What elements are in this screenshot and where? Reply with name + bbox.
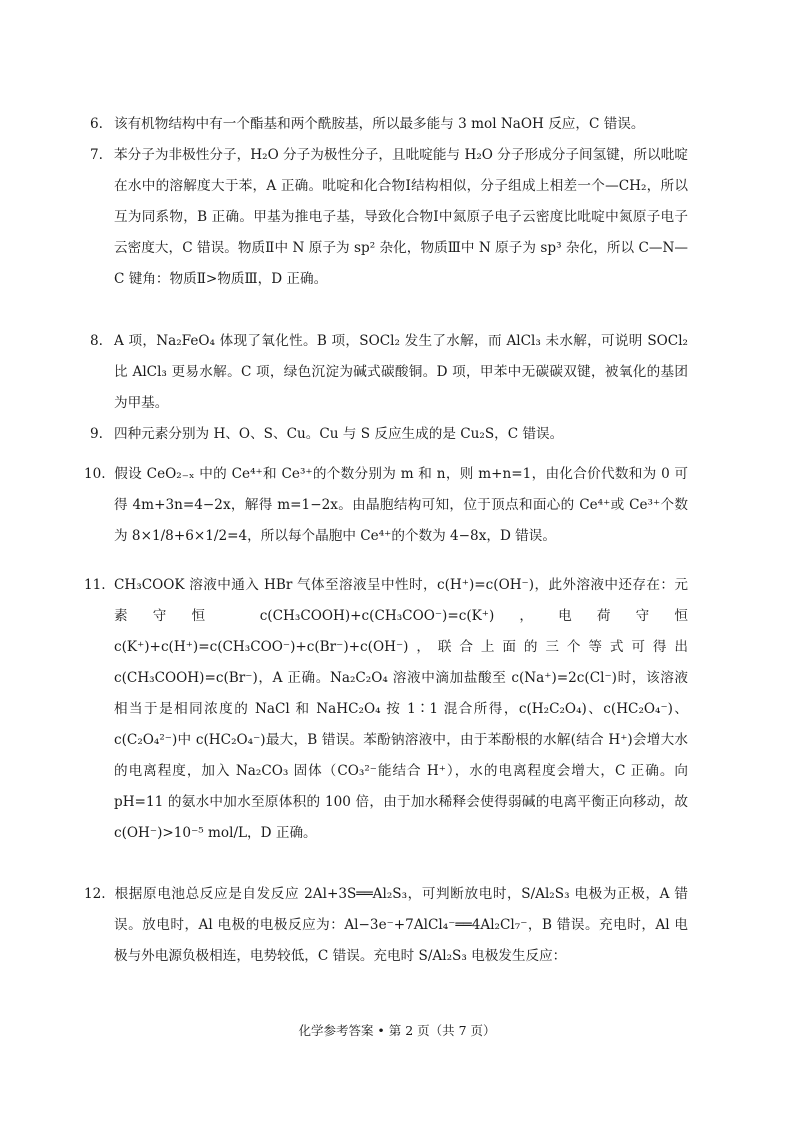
answer-item-11 bbox=[84, 570, 688, 849]
item-text: 假设 CeO₂₋ₓ 中的 Ce⁴⁺和 Ce³⁺的个数分别为 m 和 n，则 m+n=1，由化合价代数和为 0 可得 4m+3n=4−2x，解得 m=1−2x。由晶胞结构可知，位于顶点和面心的 Ce⁴⁺或 Ce³⁺个数为 8×1/8+6×1/2=4，所以每个晶胞中 Ce⁴⁺的个数为 4−8x，D 错误。 bbox=[114, 466, 688, 544]
item-number: 12. bbox=[84, 886, 106, 902]
item-text: CH₃COOK 溶液中通入 HBr 气体至溶液呈中性时，c(H⁺)=c(OH⁻)，此外溶液中还存在：元素守恒 c(CH₃COOH)+c(CH₃COO⁻)=c(K⁺)，电荷守恒 c(K⁺)+c(H⁺)=c(CH₃COO⁻)+c(Br⁻)+c(OH⁻)，联合上面的三个等式可得出 c(CH₃COOH)=c(Br⁻)，A 正确。Na₂C₂O₄ 溶液中滴加盐酸至 c(Na⁺)=2c(Cl⁻)时，该溶液相当于是相同浓度的 NaCl 和 NaHC₂O₄ 按 1∶1 混合所得，c(H₂C₂O₄)、c(HC₂O₄⁻)、c(C₂O₄²⁻)中 c(HC₂O₄⁻)最大，B 错误。苯酚钠溶液中，由于苯酚根的水解(结合 H⁺)会增大水的电离程度，加入 Na₂CO₃ 固体（CO₃²⁻能结合 H⁺），水的电离程度会增大，C 正确。向 pH=11 的氨水中加水至原体积的 100 倍，由于加水稀释会使得弱碱的电离平衡正向移动，故 c(OH⁻)>10⁻⁵ mol/L，D 正确。 bbox=[114, 577, 688, 841]
item-number: 10. bbox=[84, 466, 106, 482]
item-text: A 项，Na₂FeO₄ 体现了氧化性。B 项，SOCl₂ 发生了水解，而 AlCl₃ 未水解，可说明 SOCl₂ 比 AlCl₃ 更易水解。C 项，绿色沉淀为碱式碳酸铜。D 项，甲苯中无碳碳双键，被氧化的基团为甲基。 bbox=[114, 333, 688, 411]
answer-item-6 bbox=[90, 109, 688, 140]
item-number: 6. bbox=[90, 116, 103, 132]
answer-item-7 bbox=[90, 140, 688, 295]
item-text: 该有机物结构中有一个酯基和两个酰胺基，所以最多能与 3 mol NaOH 反应，C 错误。 bbox=[114, 116, 645, 132]
item-text: 四种元素分别为 H、O、S、Cu。Cu 与 S 反应生成的是 Cu₂S，C 错误。 bbox=[114, 426, 564, 442]
answer-item-10 bbox=[84, 459, 688, 552]
item-number: 8. bbox=[90, 333, 103, 349]
answer-item-12 bbox=[84, 879, 688, 972]
item-number: 7. bbox=[90, 147, 103, 163]
answer-item-8 bbox=[90, 326, 688, 419]
item-text: 苯分子为非极性分子，H₂O 分子为极性分子，且吡啶能与 H₂O 分子形成分子间氢键，所以吡啶在水中的溶解度大于苯，A 正确。吡啶和化合物Ⅰ结构相似，分子组成上相差一个—CH₂，所以互为同系物，B 正确。甲基为推电子基，导致化合物Ⅰ中氮原子电子云密度比吡啶中氮原子电子云密度大，C 错误。物质Ⅱ中 N 原子为 sp² 杂化，物质Ⅲ中 N 原子为 sp³ 杂化，所以 C—N—C 键角：物质Ⅱ>物质Ⅲ，D 正确。 bbox=[114, 147, 688, 287]
page-footer: 化学参考答案 • 第 2 页（共 7 页） bbox=[298, 1023, 496, 1038]
item-number: 11. bbox=[84, 577, 106, 593]
item-number: 9. bbox=[90, 426, 103, 442]
answer-item-9 bbox=[90, 419, 688, 450]
item-text: 根据原电池总反应是自发反应 2Al+3S══Al₂S₃，可判断放电时，S/Al₂S₃ 电极为正极，A 错误。放电时，Al 电极的电极反应为：Al−3e⁻+7AlCl₄⁻══4Al₂Cl₇⁻，B 错误。充电时，Al 电极与外电源负极相连，电势较低，C 错误。充电时 S/Al₂S₃ 电极发生反应： bbox=[114, 886, 688, 964]
